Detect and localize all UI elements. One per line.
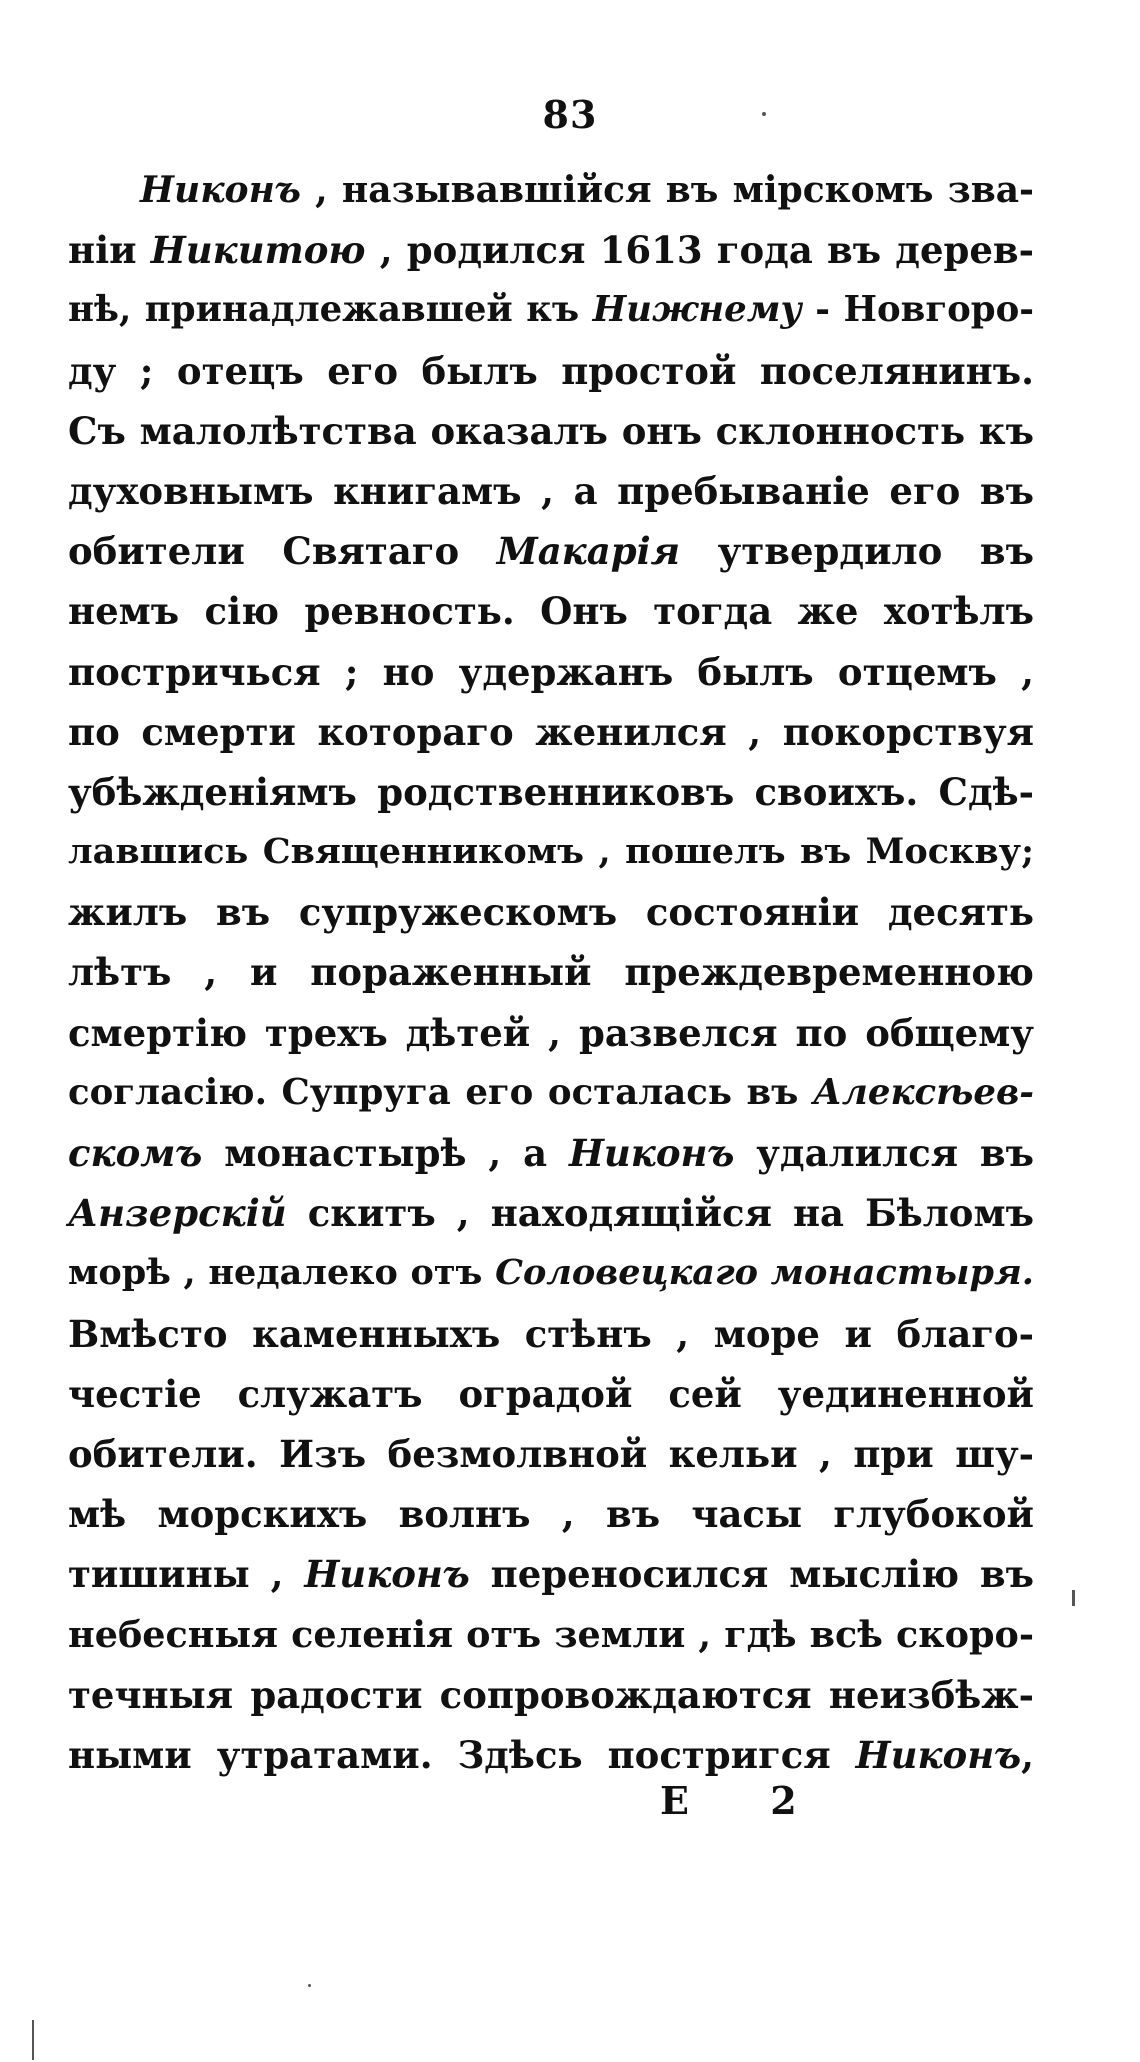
italic-name: Нижнему [592,289,802,331]
text-line [68,1003,1034,1063]
text-line [68,401,1034,461]
text-line [68,1243,1034,1303]
text-line [68,1364,1034,1424]
text-run: утвердило въ [680,529,1034,574]
scan-speck [308,1984,311,1987]
text-run: немъ сію ревность. Онъ тогда же хотѣлъ [68,589,1034,634]
text-run: , [1021,1732,1034,1777]
text-line [68,942,1034,1002]
text-run: Вмѣсто каменныхъ стѣнъ , море и благо- [68,1311,1034,1356]
text-run: удалился въ [734,1131,1035,1175]
text-run: смертію трехъ дѣтей , развелся по общему [68,1010,1034,1055]
text-run: Съ малолѣтства оказалъ онъ склонность къ [68,408,1034,453]
text-line [68,521,1034,581]
text-run: лавшись Священникомъ , пошелъ въ Москву; [68,831,1034,873]
text-line [68,1725,1034,1785]
text-run: нѣ, принадлежавшей къ [68,289,593,331]
text-run: мѣ морскихъ волнъ , въ часы глубокой [68,1492,1034,1537]
italic-name: Анзерскій [68,1191,287,1236]
text-line [68,581,1034,641]
text-run: по смерти котораго женился , покорствуя [68,709,1034,754]
italic-name: Макарія [496,529,681,574]
text-run: , называвшійся въ мірскомъ зва- [300,169,1034,211]
scan-speck [1072,1590,1075,1606]
text-run: обители. Изъ безмолвной кельи , при шу- [68,1431,1034,1476]
italic-name: Соловецкаго монастыря. [495,1252,1034,1294]
text-line [68,1183,1034,1243]
text-line [68,1484,1034,1544]
text-line [68,280,1034,340]
text-run: ными утратами. Здѣсь постригся [68,1732,856,1777]
text-run: духовнымъ книгамъ , а пребываніе его въ [68,468,1034,513]
text-line [68,1605,1034,1665]
text-line [68,702,1034,762]
scan-speck [32,2020,34,2060]
text-line [68,160,1034,220]
text-run: скитъ , находящійся на Бѣломъ [286,1191,1034,1236]
text-run: ніи [68,228,151,273]
text-run: переносился мыслію въ [469,1552,1034,1597]
text-run: убѣжденіямъ родственниковъ своихъ. Сдѣ- [68,769,1034,814]
italic-name: Алексѣев- [812,1071,1034,1113]
text-run: жилъ въ супружескомъ состояніи десять [68,890,1034,935]
italic-name: Никонъ [568,1131,735,1175]
text-line [68,1304,1034,1364]
text-line [68,1665,1034,1725]
text-line [68,461,1034,521]
text-line [68,341,1034,401]
text-run: тишины , [68,1552,305,1597]
text-run: морѣ , недалеко отъ [68,1252,496,1294]
text-line [68,1544,1034,1604]
italic-name: Никонъ [304,1552,470,1597]
italic-name: Никонъ [855,1732,1022,1777]
italic-name: Никонъ [140,169,301,211]
text-run: небесныя селенія отъ земли , гдѣ всѣ скоро- [68,1612,1034,1656]
text-run: постричься ; но удержанъ былъ отцемъ , [68,649,1034,694]
text-run: честіе служатъ оградой сей уединенной [68,1371,1034,1416]
italic-name: Никитою [150,228,366,273]
text-run: обители Святаго [68,529,497,574]
text-run: течныя радости сопровождаются неизбѣж- [68,1672,1034,1717]
text-run: согласію. Супруга его осталась въ [68,1071,813,1113]
text-line [68,642,1034,702]
text-run: ду ; отецъ его былъ простой поселянинъ. [68,348,1034,393]
signature-mark: E 2 [660,1778,831,1823]
text-line [68,822,1034,882]
text-line [68,882,1034,942]
text-run: - Новгоро- [801,289,1034,331]
text-line [68,1123,1034,1183]
scan-speck [762,112,766,116]
text-line [68,1063,1034,1123]
text-line [68,220,1034,280]
body-text [68,160,1034,1785]
page-number: 83 [542,92,598,137]
text-run: , родился 1613 года въ дерев- [365,228,1034,273]
text-line [68,762,1034,822]
italic-name: скомъ [68,1131,203,1175]
text-run: лѣтъ , и пораженный преждевременною [68,950,1034,995]
text-run: монастырѣ , а [202,1131,569,1175]
text-line [68,1424,1034,1484]
